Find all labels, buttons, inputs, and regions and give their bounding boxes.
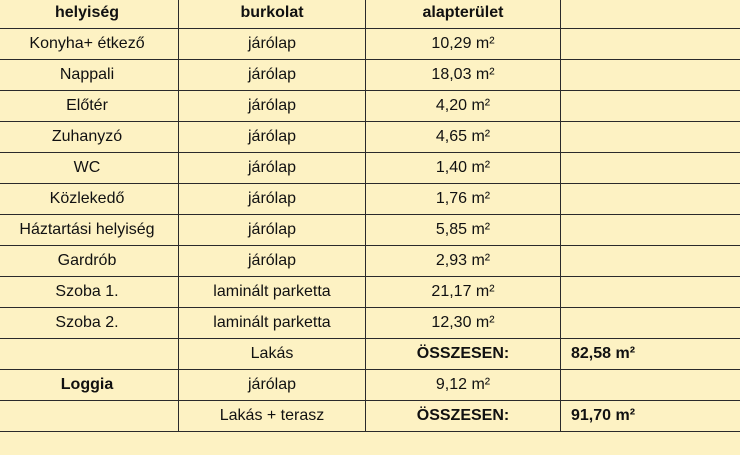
area-cell: 5,85 m²	[366, 215, 561, 246]
covering-cell: járólap	[179, 91, 366, 122]
covering-cell: járólap	[179, 246, 366, 277]
flat-summary-label: Lakás	[179, 339, 366, 370]
room-cell: Konyha+ étkező	[0, 29, 179, 60]
room-cell: Zuhanyzó	[0, 122, 179, 153]
flat-total-label: ÖSSZESEN:	[366, 339, 561, 370]
area-cell: 18,03 m²	[366, 60, 561, 91]
empty-cell	[561, 277, 740, 308]
empty-cell	[561, 153, 740, 184]
area-cell: 1,76 m²	[366, 184, 561, 215]
area-cell: 4,20 m²	[366, 91, 561, 122]
table-row	[0, 153, 740, 184]
header-area: alapterület	[366, 0, 561, 29]
empty-cell	[561, 60, 740, 91]
flat-summary-row	[0, 339, 740, 370]
covering-cell: laminált parketta	[179, 308, 366, 339]
loggia-area-cell: 9,12 m²	[366, 370, 561, 401]
table-row	[0, 60, 740, 91]
room-cell: Gardrób	[0, 246, 179, 277]
empty-cell	[0, 401, 179, 432]
table-row	[0, 91, 740, 122]
header-extra	[561, 0, 740, 29]
area-cell: 2,93 m²	[366, 246, 561, 277]
loggia-covering-cell: járólap	[179, 370, 366, 401]
covering-cell: járólap	[179, 29, 366, 60]
loggia-room-cell: Loggia	[0, 370, 179, 401]
room-cell: Szoba 2.	[0, 308, 179, 339]
empty-cell	[0, 339, 179, 370]
area-cell: 10,29 m²	[366, 29, 561, 60]
room-cell: Előtér	[0, 91, 179, 122]
header-room: helyiség	[0, 0, 179, 29]
empty-cell	[561, 308, 740, 339]
area-cell: 12,30 m²	[366, 308, 561, 339]
room-cell: WC	[0, 153, 179, 184]
area-cell: 4,65 m²	[366, 122, 561, 153]
grand-total-value: 91,70 m²	[561, 401, 740, 432]
room-cell: Nappali	[0, 60, 179, 91]
flat-total-value: 82,58 m²	[561, 339, 740, 370]
total-summary-label: Lakás + terasz	[179, 401, 366, 432]
covering-cell: járólap	[179, 215, 366, 246]
table-row	[0, 122, 740, 153]
empty-cell	[561, 184, 740, 215]
covering-cell: járólap	[179, 60, 366, 91]
table-row	[0, 277, 740, 308]
table-row	[0, 184, 740, 215]
table-row	[0, 29, 740, 60]
table-row	[0, 246, 740, 277]
grand-total-label: ÖSSZESEN:	[366, 401, 561, 432]
empty-cell	[561, 215, 740, 246]
empty-cell	[561, 370, 740, 401]
area-cell: 21,17 m²	[366, 277, 561, 308]
loggia-row	[0, 370, 740, 401]
covering-cell: járólap	[179, 122, 366, 153]
empty-cell	[561, 122, 740, 153]
covering-cell: laminált parketta	[179, 277, 366, 308]
room-cell: Háztartási helyiség	[0, 215, 179, 246]
empty-cell	[561, 246, 740, 277]
table-row	[0, 308, 740, 339]
area-cell: 1,40 m²	[366, 153, 561, 184]
empty-cell	[561, 29, 740, 60]
room-cell: Szoba 1.	[0, 277, 179, 308]
total-summary-row	[0, 401, 740, 432]
header-covering: burkolat	[179, 0, 366, 29]
covering-cell: járólap	[179, 184, 366, 215]
empty-cell	[561, 91, 740, 122]
room-cell: Közlekedő	[0, 184, 179, 215]
covering-cell: járólap	[179, 153, 366, 184]
table-row	[0, 215, 740, 246]
header-row	[0, 0, 740, 29]
